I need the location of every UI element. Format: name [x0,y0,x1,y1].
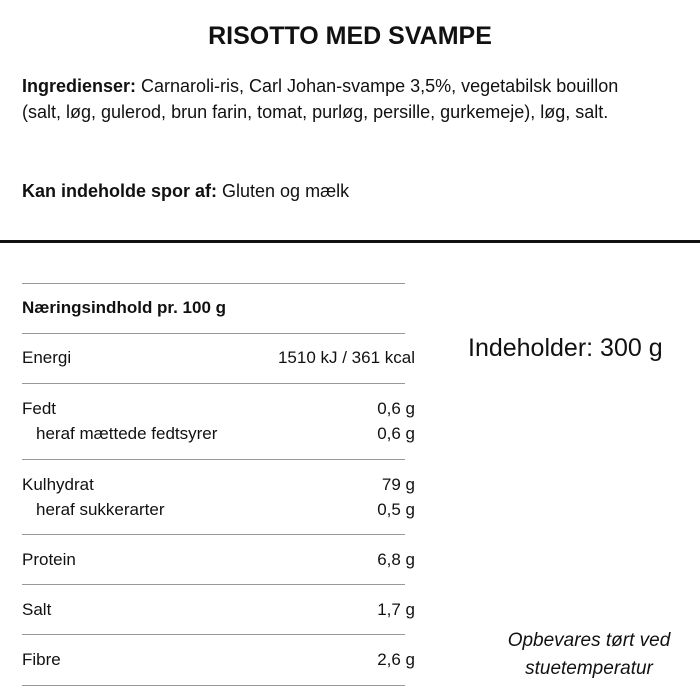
row-value: 79 g [381,475,415,494]
allergens-label: Kan indeholde spor af: [22,181,218,201]
ingredients [22,73,662,125]
row-label: Kulhydrat [22,475,94,494]
row-label: heraf sukkerarter [36,500,165,519]
table-row [22,548,415,572]
ingredients-text: Carnaroli-ris, Carl Johan-svampe 3,5%, vegetabilsk bouillon (salt, løg, gulerod, brun farin, tomat, purløg, persille, gurkemeje), løg, salt. [22,76,619,122]
row-label: Fedt [22,399,57,418]
table-row [22,422,415,446]
row-value: 0,6 g [377,399,415,418]
table-rule [22,685,405,686]
allergens-text: Gluten og mælk [217,181,350,201]
section-divider [0,240,700,243]
net-contents: Indeholder: 300 g [468,334,663,362]
row-value: 1510 kJ / 361 kcal [277,348,415,367]
table-rule [22,383,405,384]
nutrition-header [22,296,415,320]
row-value: 0,6 g [377,424,415,443]
table-row [22,397,415,421]
row-value: 6,8 g [377,550,415,569]
table-rule [22,634,405,635]
product-title: RISOTTO MED SVAMPE [208,22,492,50]
row-label: Fibre [22,650,61,669]
table-rule [22,534,405,535]
table-rule [22,584,405,585]
allergens [22,178,662,204]
table-row [22,498,415,522]
row-value: 1,7 g [377,600,415,619]
storage-instructions: Opbevares tørt ved stuetemperatur [507,630,671,679]
row-label: Salt [22,600,52,619]
row-label: Energi [22,348,72,367]
table-row [22,473,415,497]
row-label: Protein [22,550,76,569]
table-rule [22,283,405,284]
nutrition-header-text: Næringsindhold pr. 100 g [22,298,227,317]
table-row [22,598,415,622]
table-row [22,346,415,370]
row-value: 0,5 g [377,500,415,519]
row-value: 2,6 g [377,650,415,669]
row-label: heraf mættede fedtsyrer [36,424,218,443]
table-rule [22,459,405,460]
ingredients-label: Ingredienser: [22,76,137,96]
table-row [22,648,415,672]
table-rule [22,333,405,334]
